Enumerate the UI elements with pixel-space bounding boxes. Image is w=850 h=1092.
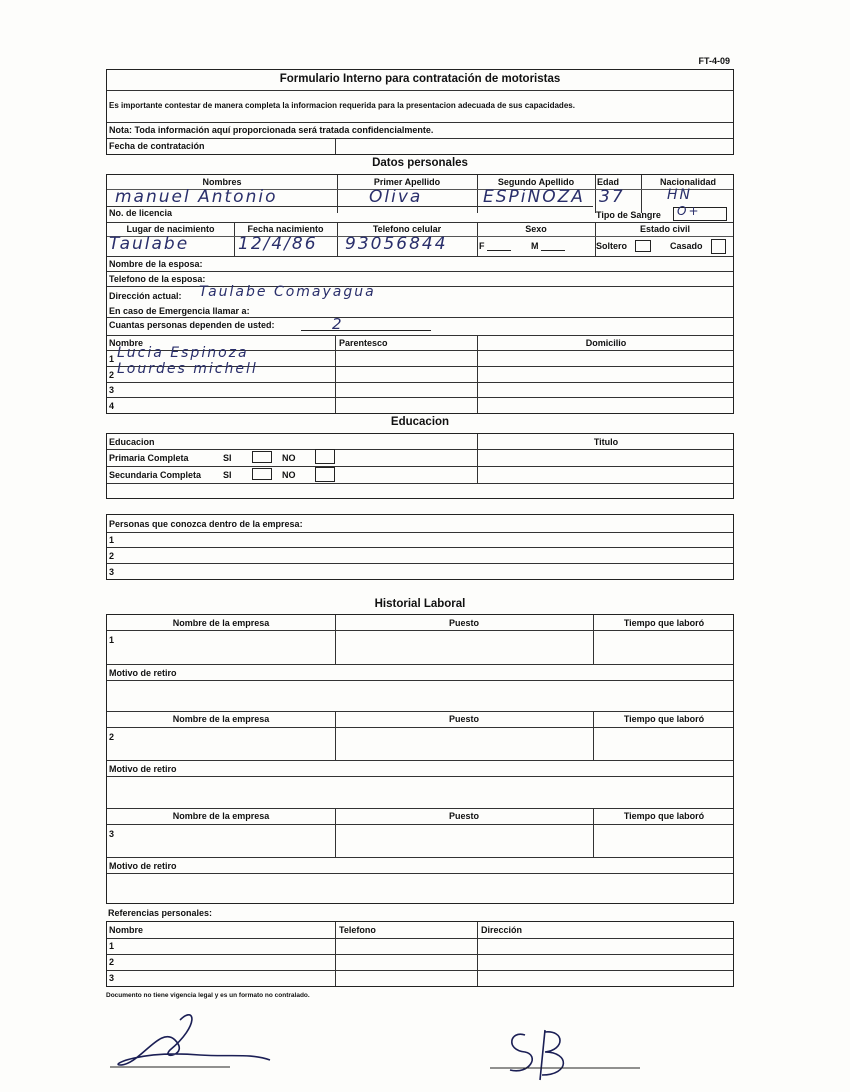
tipo-sangre-value: O+ [677, 204, 701, 218]
primer-apellido-value: Oliva [369, 187, 423, 207]
confidential-note: Nota: Toda información aquí proporcionada será tratada confidencialmente. [109, 125, 434, 135]
titulo-label: Titulo [593, 437, 619, 447]
dependents-parentesco-header: Parentesco [339, 338, 388, 348]
emergencia-label: En caso de Emergencia llamar a: [109, 306, 250, 316]
soltero-checkbox[interactable] [635, 240, 651, 252]
tiempo-header: Tiempo que laboró [623, 811, 705, 821]
motivo-label: Motivo de retiro [109, 861, 177, 871]
esposa-label: Nombre de la esposa: [109, 259, 203, 269]
footer-note: Documento no tiene vigencia legal y es un formato no contralado. [106, 992, 310, 999]
secundaria-no-checkbox[interactable] [315, 467, 335, 482]
ref-row-num: 2 [109, 957, 115, 967]
hire-date-label: Fecha de contratación [109, 141, 205, 151]
nacionalidad-label: Nacionalidad [659, 177, 716, 187]
contacts-block [106, 514, 734, 580]
licencia-label: No. de licencia [109, 208, 173, 218]
primaria-si-checkbox[interactable] [252, 451, 272, 463]
motivo-label: Motivo de retiro [109, 764, 177, 774]
empresa-header: Nombre de la empresa [172, 618, 270, 628]
tipo-sangre-label: Tipo de Sangre [596, 210, 661, 220]
tel-esposa-label: Telefono de la esposa: [109, 274, 206, 284]
work-block-num: 1 [109, 635, 115, 645]
telefono-celular-label: Telefono celular [372, 224, 442, 234]
edad-label: Edad [597, 177, 620, 187]
dependent-name-2: Lourdes michell [117, 361, 258, 377]
signature-left [100, 1005, 300, 1085]
dependents-nombre-header: Nombre [109, 338, 144, 348]
motivo-label: Motivo de retiro [109, 668, 177, 678]
form-title: Formulario Interno para contratación de motoristas [279, 73, 561, 85]
ref-nombre-header: Nombre [109, 925, 144, 935]
secundaria-no-label: NO [282, 470, 296, 480]
ref-row-num: 1 [109, 941, 115, 951]
work-block-num: 3 [109, 829, 115, 839]
sexo-label: Sexo [525, 224, 547, 234]
ref-telefono-header: Telefono [339, 925, 376, 935]
empresa-header: Nombre de la empresa [172, 811, 270, 821]
dependientes-label: Cuantas personas dependen de usted: [109, 320, 275, 330]
primaria-no-label: NO [282, 453, 296, 463]
contact-row-num: 1 [109, 535, 115, 545]
contact-row-num: 3 [109, 567, 115, 577]
empresa-header: Nombre de la empresa [172, 714, 270, 724]
tiempo-header: Tiempo que laboró [623, 714, 705, 724]
signature-right [470, 1020, 650, 1090]
personal-data-heading: Datos personales [372, 157, 468, 169]
secundaria-si-label: SI [223, 470, 232, 480]
soltero-label: Soltero [596, 241, 628, 251]
contacts-label: Personas que conozca dentro de la empresa: [109, 519, 303, 529]
work-block-num: 2 [109, 732, 115, 742]
lugar-nacimiento-label: Lugar de nacimiento [126, 224, 215, 234]
dependent-num: 3 [109, 385, 115, 395]
dependent-num: 4 [109, 401, 115, 411]
dependent-num: 1 [109, 354, 115, 364]
ref-row-num: 3 [109, 973, 115, 983]
puesto-header: Puesto [448, 714, 479, 724]
lugar-nacimiento-value: Taulabe [109, 234, 190, 254]
dependientes-value: 2 [332, 315, 344, 333]
primer-apellido-label: Primer Apellido [373, 177, 441, 187]
estado-civil-label: Estado civil [639, 224, 691, 234]
puesto-header: Puesto [448, 811, 479, 821]
dependent-name-1: Lucia Espinoza [117, 345, 249, 361]
telefono-celular-value: 93056844 [345, 234, 448, 254]
primaria-si-label: SI [223, 453, 232, 463]
intro-text: Es importante contestar de manera completa la informacion requerida para la presentacion adecuada de sus capacidades. [109, 101, 575, 110]
primaria-no-checkbox[interactable] [315, 449, 335, 464]
secundaria-si-checkbox[interactable] [252, 468, 272, 480]
education-label: Educacion [109, 437, 155, 447]
casado-label: Casado [670, 241, 703, 251]
secundaria-label: Secundaria Completa [109, 470, 202, 480]
direccion-label: Dirección actual: [109, 291, 182, 301]
puesto-header: Puesto [448, 618, 479, 628]
sexo-m-label: M [531, 241, 539, 251]
contact-row-num: 2 [109, 551, 115, 561]
segundo-apellido-value: ESPiNOZA [483, 187, 585, 207]
dependents-domicilio-header: Domicilio [585, 338, 627, 348]
edad-value: 37 [599, 187, 625, 207]
primaria-label: Primaria Completa [109, 453, 189, 463]
education-block [106, 433, 734, 499]
nombres-value: manuel Antonio [115, 187, 278, 207]
fecha-nacimiento-label: Fecha nacimiento [247, 224, 324, 234]
education-heading: Educacion [390, 416, 450, 428]
personal-data-block [106, 174, 734, 414]
nombres-label: Nombres [202, 177, 242, 187]
nacionalidad-value: HN [667, 187, 692, 203]
references-block [106, 921, 734, 987]
references-heading: Referencias personales: [108, 908, 213, 918]
header-block [106, 69, 734, 155]
fecha-nacimiento-value: 12/4/86 [238, 234, 318, 254]
dependent-num: 2 [109, 370, 115, 380]
casado-checkbox[interactable] [711, 239, 726, 254]
form-code: FT-4-09 [698, 56, 730, 66]
segundo-apellido-label: Segundo Apellido [497, 177, 575, 187]
work-history-heading: Historial Laboral [374, 598, 466, 610]
ref-direccion-header: Dirección [481, 925, 523, 935]
sexo-f-label: F [479, 241, 485, 251]
tiempo-header: Tiempo que laboró [623, 618, 705, 628]
work-history-block [106, 614, 734, 904]
direccion-value: Taulabe Comayagua [199, 284, 376, 300]
